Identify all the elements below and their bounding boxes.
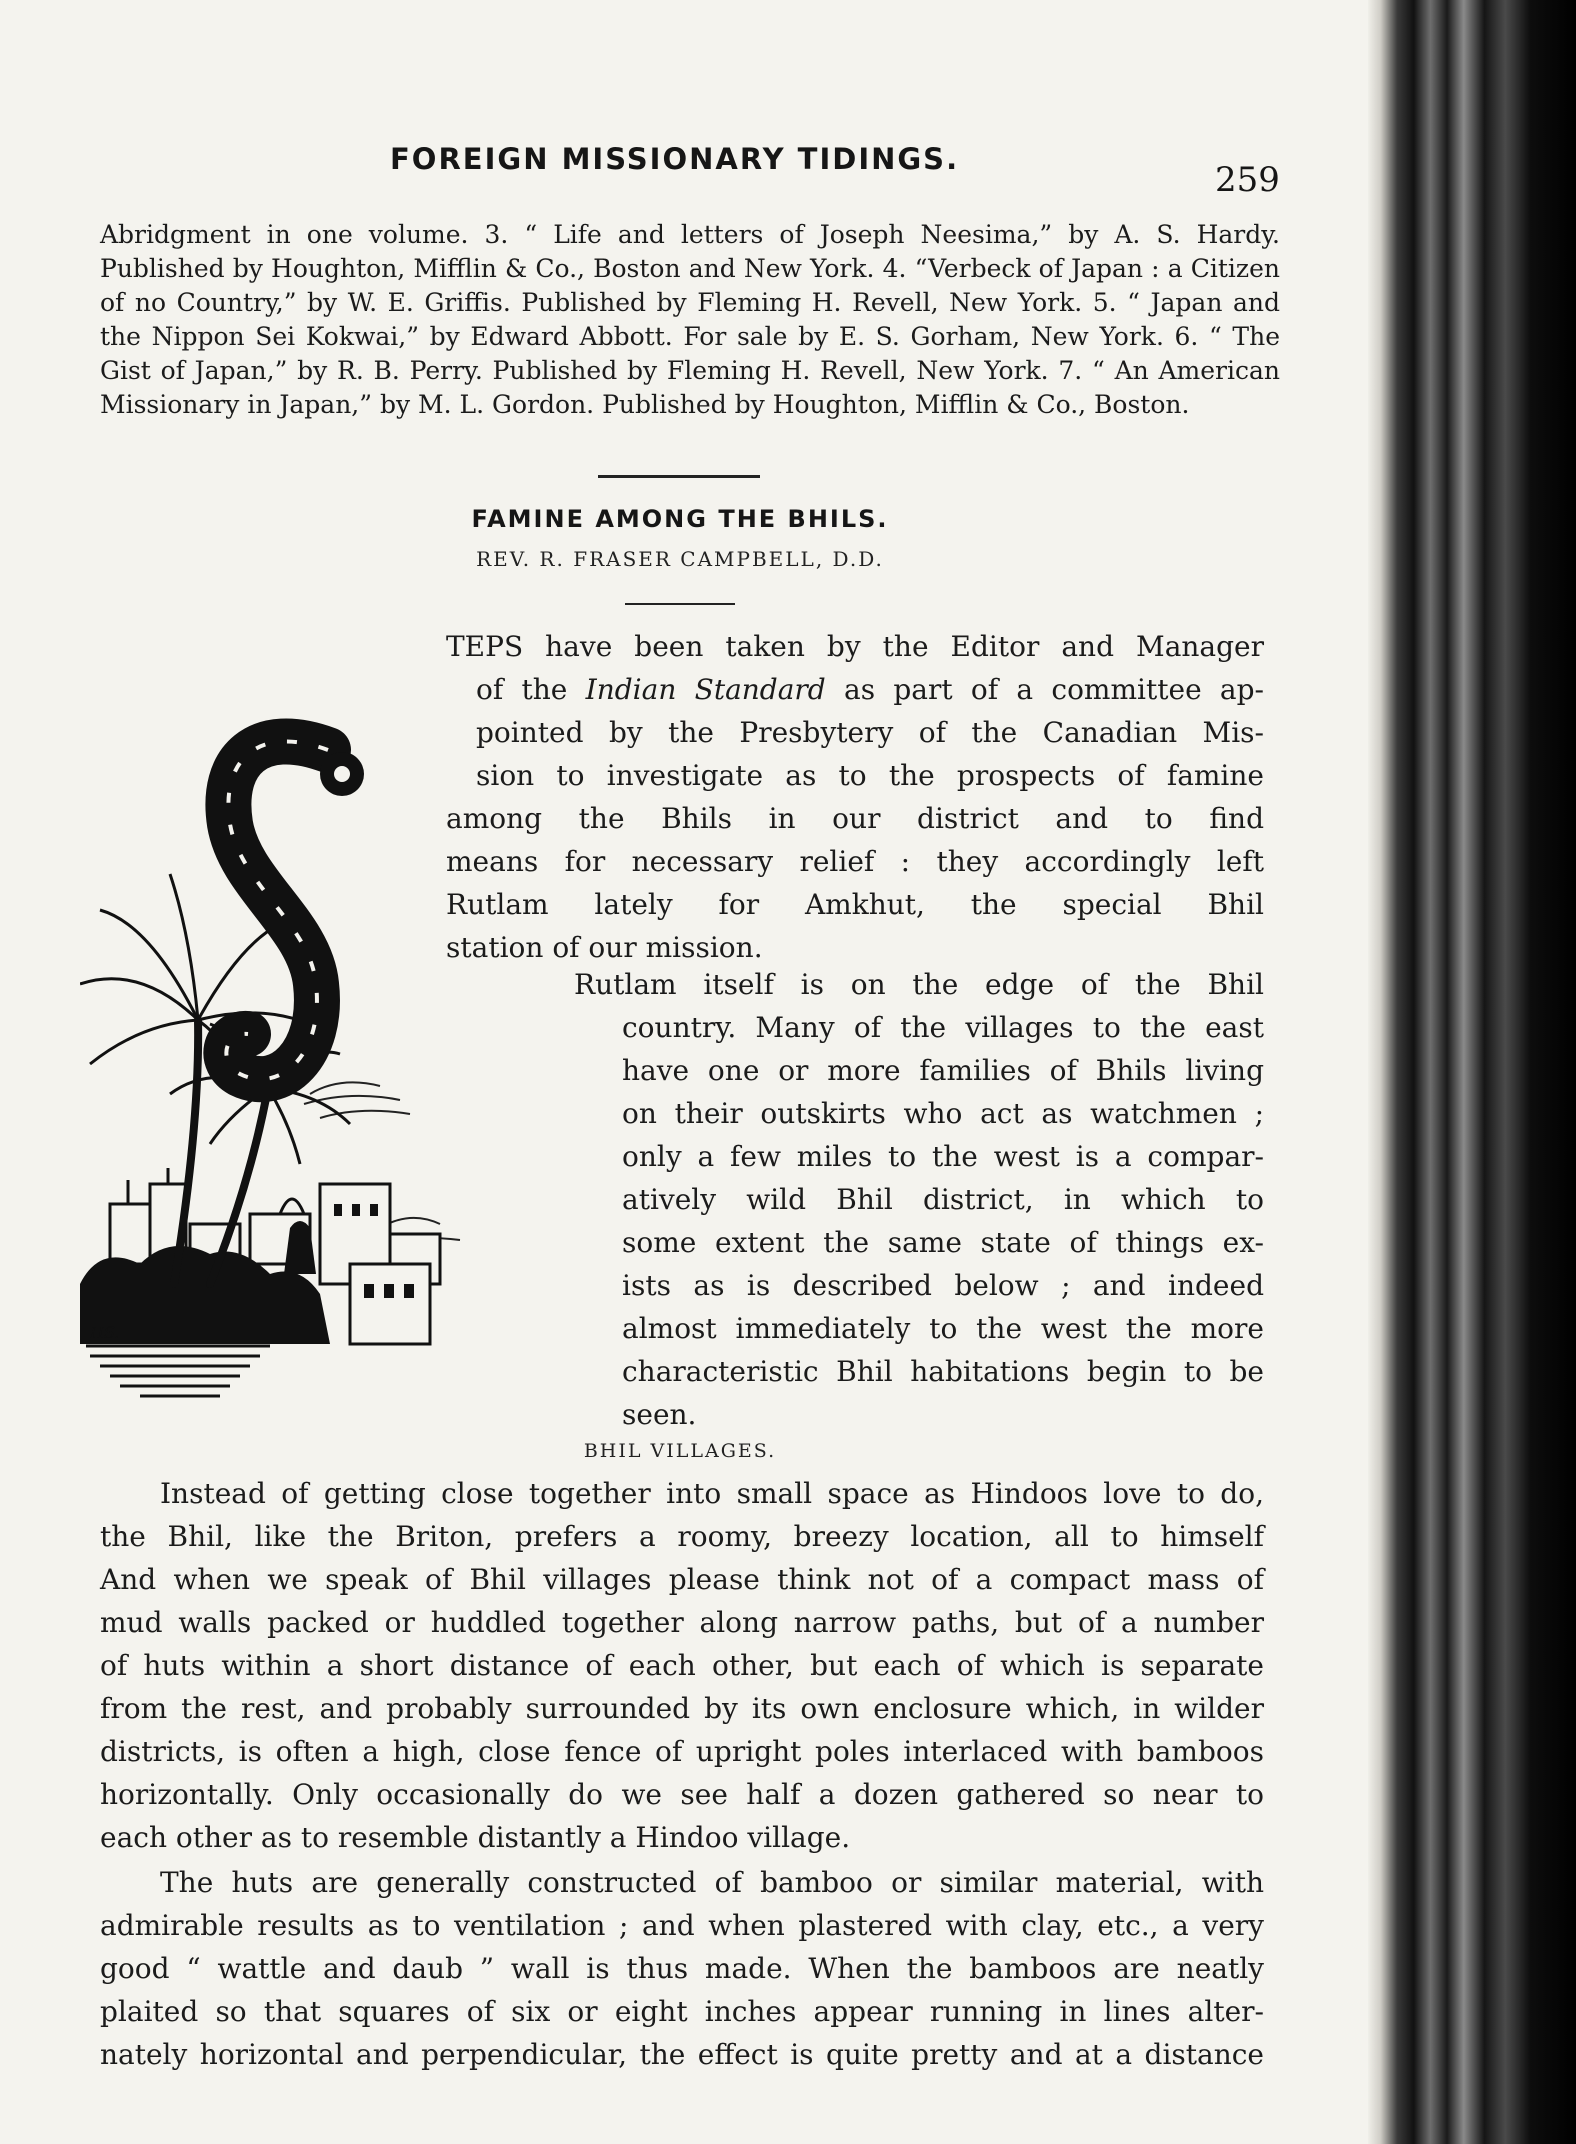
paragraph-1-line: among the Bhils in our district and to find bbox=[446, 802, 1264, 835]
paragraph-3 bbox=[100, 1472, 1264, 1859]
paragraph-3-line: the Bhil, like the Briton, prefers a roomy, breezy location, all to himself bbox=[100, 1520, 1264, 1553]
paragraph-2-line: country. Many of the villages to the east bbox=[622, 1011, 1264, 1044]
illustration-initials: HS. bbox=[90, 1323, 120, 1342]
bibliography-paragraph: Abridgment in one volume. 3. “ Life and letters of Joseph Neesima,” by A. S. Hardy. Published by Houghton, Mifflin & Co., Boston and New York. 4. “Verbeck of Japan : a Citizen of no Country,” by W. E. Griffis. Published by Fleming H. Revell, New York. 5. “ Japan and the Nippon Sei Kokwai,” by Edward Abbott. For sale by E. S. Gorham, New York. 6. “ The Gist of Japan,” by R. B. Perry. Published by Fleming H. Revell, New York. 7. “ An American Missionary in Japan,” by M. L. Gordon. Published by Houghton, Mifflin & Co., Boston. bbox=[100, 220, 1280, 419]
paragraph-3-line: districts, is often a high, close fence of upright poles interlaced with bamboos bbox=[100, 1735, 1264, 1768]
paragraph-2-line: have one or more families of Bhils living bbox=[622, 1054, 1264, 1087]
book-page-edges bbox=[1368, 0, 1576, 2144]
paragraph-2-line: some extent the same state of things ex- bbox=[622, 1226, 1264, 1259]
paragraph-2-line: seen. bbox=[622, 1398, 697, 1431]
paragraph-1 bbox=[446, 625, 1264, 969]
paragraph-3-line: Instead of getting close together into small space as Hindoos love to do, bbox=[160, 1477, 1264, 1510]
paragraph-2-line: Rutlam itself is on the edge of the Bhil bbox=[574, 968, 1264, 1001]
paragraph-4-line: nately horizontal and perpendicular, the effect is quite pretty and at a distance bbox=[100, 2038, 1264, 2071]
paragraph-1-line: station of our mission. bbox=[446, 931, 763, 964]
paragraph-2 bbox=[622, 1006, 1264, 1436]
paragraph-2-line: almost immediately to the west the more bbox=[622, 1312, 1264, 1345]
paragraph-1-line: means for necessary relief : they accordingly left bbox=[446, 845, 1264, 878]
paragraph-4-line: plaited so that squares of six or eight inches appear running in lines alter- bbox=[100, 1995, 1264, 2028]
paragraph-2-line: atively wild Bhil district, in which to bbox=[622, 1183, 1264, 1216]
article-title: FAMINE AMONG THE BHILS. bbox=[471, 505, 889, 533]
paragraph-3-line: mud walls packed or huddled together along narrow paths, but of a number bbox=[100, 1606, 1264, 1639]
paragraph-3-line: horizontally. Only occasionally do we see half a dozen gathered so near to bbox=[100, 1778, 1264, 1811]
paragraph-3-line: of huts within a short distance of each other, but each of which is separate bbox=[100, 1649, 1264, 1682]
paragraph-3-line: each other as to resemble distantly a Hindoo village. bbox=[100, 1821, 851, 1854]
article-byline: REV. R. FRASER CAMPBELL, D.D. bbox=[476, 547, 884, 571]
title-divider bbox=[625, 603, 735, 605]
paragraph-2-line: only a few miles to the west is a compar- bbox=[622, 1140, 1264, 1173]
running-header: FOREIGN MISSIONARY TIDINGS. bbox=[390, 142, 960, 176]
paragraph-4-line: admirable results as to ventilation ; and when plastered with clay, etc., a very bbox=[100, 1909, 1264, 1942]
subheading: BHIL VILLAGES. bbox=[583, 1440, 777, 1462]
paragraph-1-line: Rutlam lately for Amkhut, the special Bhil bbox=[446, 888, 1264, 921]
page-number: 259 bbox=[1215, 160, 1280, 200]
paragraph-4-line: good “ wattle and daub ” wall is thus made. When the bamboos are neatly bbox=[100, 1952, 1264, 1985]
paragraph-2-line: characteristic Bhil habitations begin to be bbox=[622, 1355, 1264, 1388]
section-divider bbox=[598, 475, 760, 478]
paragraph-3-line: And when we speak of Bhil villages please think not of a compact mass of bbox=[100, 1563, 1264, 1596]
paragraph-4-line: The huts are generally constructed of bamboo or similar material, with bbox=[160, 1866, 1264, 1899]
paragraph-1-line: sion to investigate as to the prospects of famine bbox=[476, 759, 1264, 792]
drop-cap-illustration bbox=[80, 624, 480, 1404]
paragraph-1-line: TEPS have been taken by the Editor and Manager bbox=[446, 630, 1264, 663]
publication-name: Indian Standard bbox=[585, 673, 826, 706]
paragraph-4 bbox=[100, 1861, 1264, 2076]
paragraph-3-line: from the rest, and probably surrounded by its own enclosure which, in wilder bbox=[100, 1692, 1264, 1725]
paragraph-2-line: on their outskirts who act as watchmen ; bbox=[622, 1097, 1264, 1130]
paragraph-2-first-line bbox=[574, 963, 1264, 1006]
paragraph-1-line: pointed by the Presbytery of the Canadian Mis- bbox=[476, 716, 1264, 749]
paragraph-2-line: ists as is described below ; and indeed bbox=[622, 1269, 1264, 1302]
paragraph-1-line: of the Indian Standard as part of a committee ap- bbox=[476, 673, 1264, 706]
